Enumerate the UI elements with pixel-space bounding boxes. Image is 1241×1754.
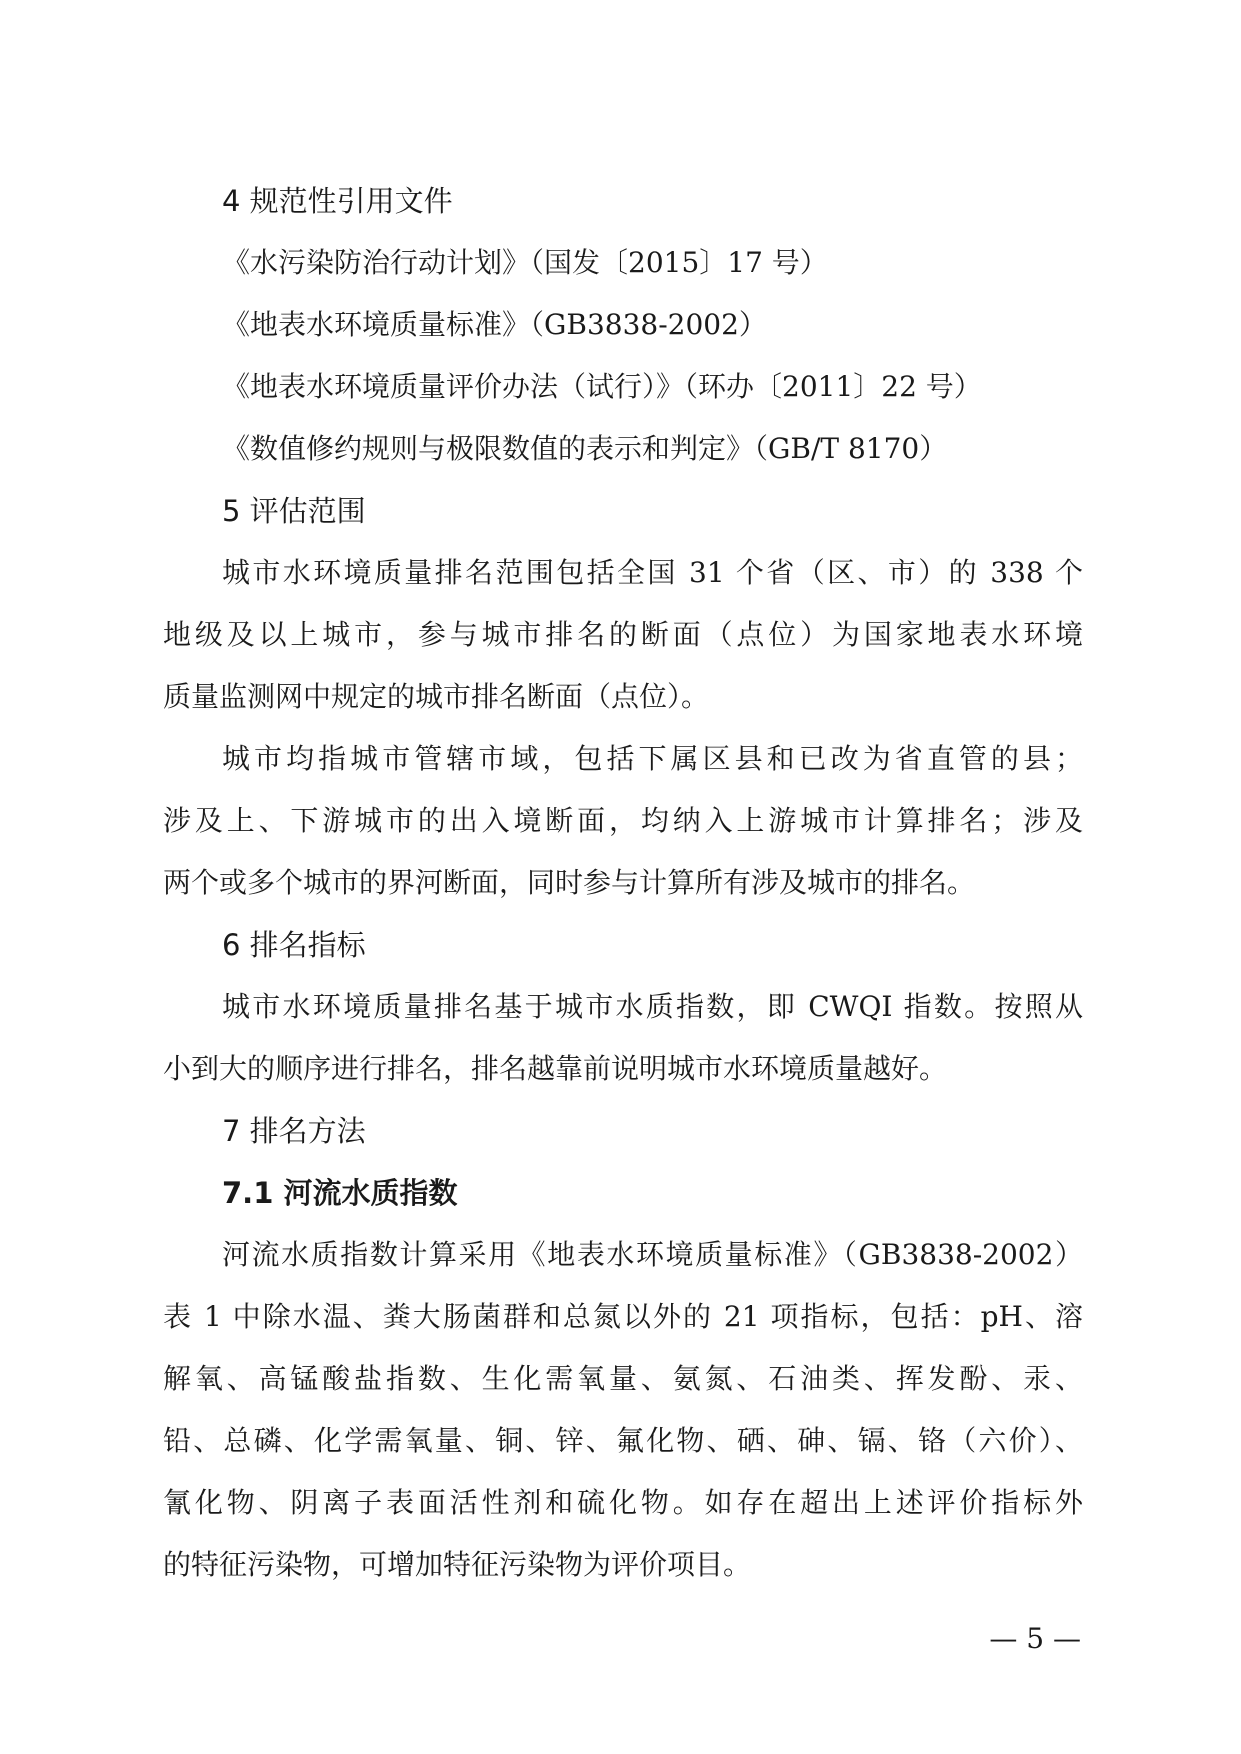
section-6-heading: 6 排名指标: [222, 928, 366, 962]
page-content: [163, 170, 1083, 1596]
paragraph-line: 城市水环境质量排名基于城市水质指数，即 CWQI 指数。按照从: [222, 990, 1083, 1023]
paragraph-line: 两个或多个城市的界河断面，同时参与计算所有涉及城市的排名。: [163, 866, 976, 899]
reference-1: 《水污染防治行动计划》（国发〔2015〕17 号）: [222, 246, 828, 279]
section-4-heading: 4 规范性引用文件: [222, 184, 453, 218]
section-6-paragraph-1: [163, 976, 1083, 1100]
paragraph-line: 铅、总磷、化学需氧量、铜、锌、氟化物、硒、砷、镉、铬（六价）、: [163, 1424, 1083, 1457]
reference-4: 《数值修约规则与极限数值的表示和判定》（GB/T 8170）: [222, 432, 948, 465]
paragraph-line: 河流水质指数计算采用《地表水环境质量标准》（GB3838-2002）: [222, 1238, 1083, 1271]
section-7-heading: 7 排名方法: [222, 1114, 366, 1148]
paragraph-line: 表 1 中除水温、粪大肠菌群和总氮以外的 21 项指标，包括：pH、溶: [163, 1300, 1083, 1333]
reference-2: 《地表水环境质量标准》（GB3838-2002）: [222, 308, 767, 341]
paragraph-line: 的特征污染物，可增加特征污染物为评价项目。: [163, 1548, 752, 1581]
paragraph-line: 涉及上、下游城市的出入境断面，均纳入上游城市计算排名；涉及: [163, 804, 1083, 837]
paragraph-line: 城市均指城市管辖市域，包括下属区县和已改为省直管的县；: [222, 742, 1083, 775]
reference-3: 《地表水环境质量评价办法（试行）》（环办〔2011〕22 号）: [222, 370, 982, 403]
section-7-1-paragraph-1: [163, 1224, 1083, 1596]
paragraph-line: 质量监测网中规定的城市排名断面（点位）。: [163, 680, 710, 713]
section-5-paragraph-2: [163, 728, 1083, 914]
section-7-1-heading: 7.1 河流水质指数: [222, 1176, 458, 1210]
paragraph-line: 氰化物、阴离子表面活性剂和硫化物。如存在超出上述评价指标外: [163, 1486, 1083, 1519]
section-5-heading: 5 评估范围: [222, 494, 366, 528]
section-5-paragraph-1: [163, 542, 1083, 728]
paragraph-line: 解氧、高锰酸盐指数、生化需氧量、氨氮、石油类、挥发酚、汞、: [163, 1362, 1083, 1395]
page-number: — 5 —: [989, 1622, 1081, 1655]
paragraph-line: 地级及以上城市，参与城市排名的断面（点位）为国家地表水环境: [163, 618, 1083, 651]
paragraph-line: 城市水环境质量排名范围包括全国 31 个省（区、市）的 338 个: [222, 556, 1083, 589]
paragraph-line: 小到大的顺序进行排名，排名越靠前说明城市水环境质量越好。: [163, 1052, 948, 1085]
